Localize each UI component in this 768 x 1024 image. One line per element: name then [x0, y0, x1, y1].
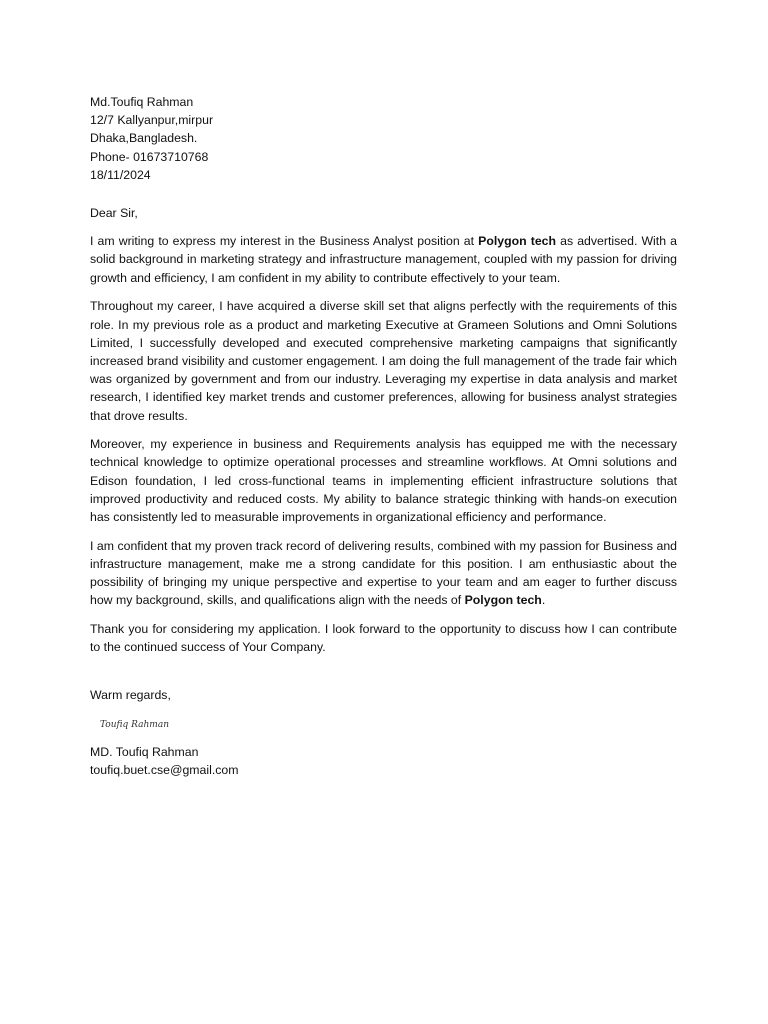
paragraph-confidence-start: I am confident that my proven track record of delivering results, combined with my passion for Business and infrastructure management, make me a strong candidate for this position. I am enthusiastic about the possibility of bringing my unique perspective and expertise to your team and am eager to further discuss how my background, skills, and qualifications align with the needs of — [90, 538, 677, 608]
paragraph-confidence — [90, 537, 677, 610]
sender-phone: Phone- 01673710768 — [90, 149, 209, 164]
signature-text: Toufiq Rahman — [100, 719, 169, 730]
closing-phrase: Warm regards, — [90, 688, 171, 703]
signoff-block — [90, 743, 677, 779]
company-name-closing: Polygon tech — [464, 593, 542, 608]
handwritten-signature — [99, 715, 169, 733]
paragraph-confidence-end: . — [541, 593, 546, 608]
signoff-name: MD. Toufiq Rahman — [90, 744, 199, 759]
company-name: Polygon tech — [478, 234, 557, 249]
email-address: toufiq.buet.cse@gmail.com — [90, 762, 239, 777]
paragraph-experience: Moreover, my experience in business and Requirements analysis has equipped me with the necessary technical knowledge to optimize operational processes and streamline workflows. At Omni solutions and Edison foundation, I led cross-functional teams in implementing efficient infrastructure solutions that improved productivity and reduced costs. My ability to balance strategic thinking with hands-on execution has consistently led to measurable improvements in organizational efficiency and performance. — [90, 437, 677, 525]
salutation: Dear Sir, — [90, 206, 138, 221]
paragraph-intro-start: I am writing to express my interest in the Business Analyst position at — [90, 234, 479, 249]
paragraph-intro-end: as advertised. With a solid background in marketing strategy and infrastructure management, coupled with my passion for driving growth and efficiency, I am confident in my ability to contribute effectively to your team. — [90, 234, 677, 285]
paragraph-intro — [90, 232, 677, 287]
paragraph-career: Throughout my career, I have acquired a diverse skill set that aligns perfectly with the requirements of this role. In my previous role as a product and marketing Executive at Grameen Solutions and Omni Solutions Limited, I successfully developed and executed comprehensive marketing campaigns that significantly increased brand visibility and customer engagement. I am doing the full management of the trade fair which was organized by government and from our industry. Leveraging my expertise in data analysis and market research, I identified key market trends and customer preferences, allowing for business analyst strategies that drove results. — [90, 299, 677, 423]
sender-address-block — [90, 93, 677, 184]
paragraph-thanks: Thank you for considering my application. I look forward to the opportunity to discuss how I can contribute to the continued success of Your Company. — [90, 622, 677, 655]
sender-name: Md.Toufiq Rahman — [90, 95, 194, 109]
sender-address-line1: 12/7 Kallyanpur,mirpur — [90, 113, 214, 128]
letter-date: 18/11/2024 — [90, 167, 151, 182]
sender-address-line2: Dhaka,Bangladesh. — [90, 131, 198, 146]
letter-page — [90, 93, 677, 779]
